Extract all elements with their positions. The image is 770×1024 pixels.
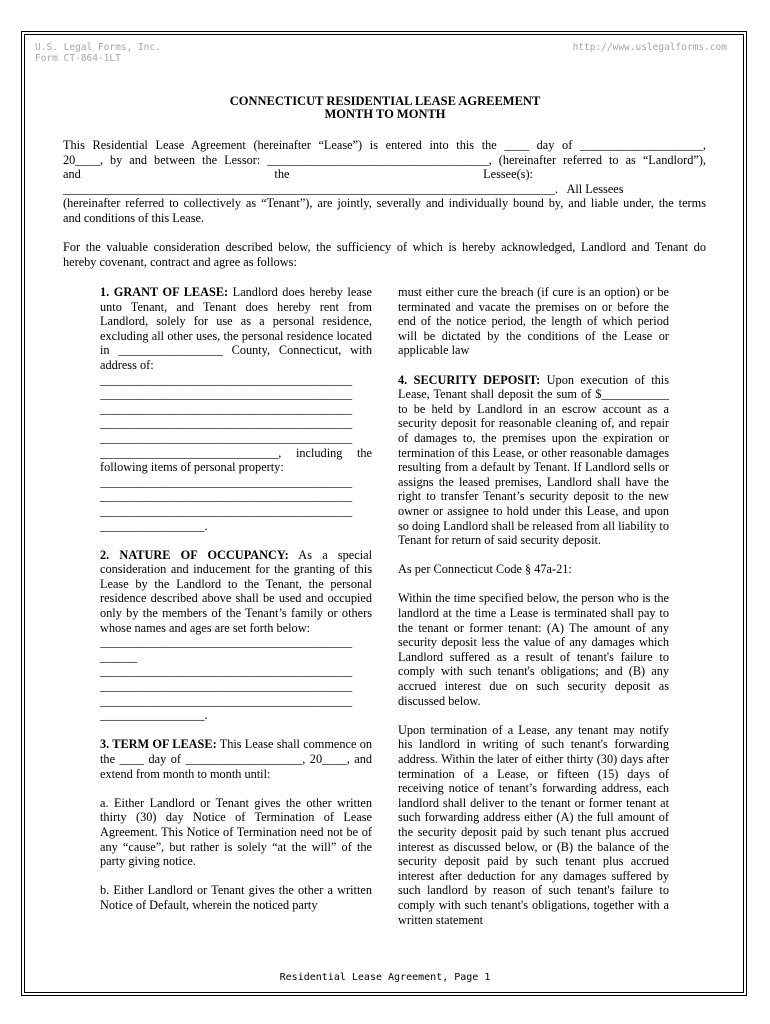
property-blank[interactable]: _________________________________________ (100, 503, 353, 518)
address-blank[interactable]: _________________________________________ (100, 401, 353, 416)
company-name: U.S. Legal Forms, Inc. (35, 42, 161, 53)
title-line-1: CONNECTICUT RESIDENTIAL LEASE AGREEMENT (229, 94, 541, 108)
default-continued-text: must either cure the breach (if cure is an option) or be terminated and vacate the premises on or before the end of the notice period, the length of which period will be dictated by the conditions of the Lease or applicable law (398, 285, 669, 358)
occupant-blank[interactable]: ______ (100, 649, 137, 664)
grant-text: Landlord does hereby lease unto Tenant, and Tenant does hereby rent from Landlord, solely for use as a personal residence, excluding all other uses, the personal residence located in _________________ County, Connecticut, with address of: (100, 285, 372, 372)
consideration-line: hereby covenant, contract and agree as follows: (63, 254, 297, 269)
consideration-line: For the valuable consideration described below, the sufficiency of which is hereby acknowledged, Landlord and Tenant do (63, 240, 706, 254)
property-blank[interactable]: _________________________________________ (100, 474, 353, 489)
term-heading: 3. TERM OF LEASE: (100, 737, 217, 752)
occupant-blank[interactable]: _________________________________________ (100, 693, 353, 708)
nature-of-occupancy (100, 548, 372, 636)
deposit-text: Upon execution of this Lease, Tenant shall deposit the sum of $___________ to be held by Landlord in an escrow account as a security deposit for reasonable cleaning of, and repair of damages to, the premises upon the expiration or termination of this Lease, or other reasonable damages resulting from a default by Tenant. If Landlord sells or assigns the leased premises, Landlord shall have the right to transfer Tenant’s security deposit to the new owner or assignee to hold under this Lease, and upon so doing Landlord shall be released from all liability to Tenant for return of said security deposit. (398, 372, 669, 548)
right-column (398, 285, 669, 927)
left-column (100, 285, 372, 913)
upon-termination-text: Upon termination of a Lease, any tenant may notify his landlord in writing of such tenant's forwarding address. Within the later of either thirty (30) days after termination of a Lease, or fifteen (15) days of receiving notice of tenant’s forwarding address, each landlord shall deliver to the tenant or former tenant at such forwarding address either (A) the full amount of the security deposit paid by such tenant plus accrued interest as discussed below, or (B) the balance of the security deposit paid by such tenant plus accrued interest after deduction for any damages suffered by such landlord by reason of such tenant's failure to comply with such tenant's obligations, together with a written statement (398, 722, 669, 927)
intro-line: and the Lessee(s): (63, 167, 533, 182)
personal-property-text: _____________________________, including the following items of personal property: (100, 445, 372, 475)
intro-line: ________________________________________________________________________________. All Lessees (63, 181, 624, 196)
occupant-blank[interactable]: _________________________________________ (100, 679, 353, 694)
title-line-2: MONTH TO MONTH (324, 107, 446, 121)
occupancy-heading: 2. NATURE OF OCCUPANCY: (100, 547, 289, 562)
header-url[interactable]: http://www.uslegalforms.com (572, 42, 727, 53)
property-blank[interactable]: _________________. (100, 518, 208, 533)
intro-line: and conditions of this Lease. (63, 210, 205, 225)
term-of-lease (100, 737, 372, 781)
address-blank[interactable]: _________________________________________ (100, 416, 353, 431)
address-blank[interactable]: _________________________________________ (100, 372, 353, 387)
occupant-blank[interactable]: _________________________________________ (100, 635, 353, 650)
page-footer: Residential Lease Agreement, Page 1 (279, 972, 491, 983)
address-blank[interactable]: _________________________________________ (100, 430, 353, 445)
address-blank[interactable]: _________________________________________ (100, 387, 353, 402)
intro-line: 20____, by and between the Lessor: ____________________________________, (hereinafter referred to as “Landlord”), (63, 152, 706, 167)
grant-heading: 1. GRANT OF LEASE: (100, 285, 229, 299)
grant-of-lease (100, 285, 372, 373)
term-option-a: a. Either Landlord or Tenant gives the other written thirty (30) day Notice of Termination of Lease Agreement. This Notice of Termination need not be of any “cause”, but rather is solely “at the will” of the party giving notice. (100, 795, 372, 869)
within-time-text: Within the time specified below, the person who is the landlord at the time a Lease is terminated shall pay to the tenant or former tenant: (A) The amount of any security deposit less the value of any damages which Landlord suffered as a result of tenant's failure to comply with such tenant's obligations; and (B) any accrued interest due on such security deposit as discussed below. (398, 591, 669, 708)
document-title (0, 95, 770, 121)
term-option-b: b. Either Landlord or Tenant gives the other a written Notice of Default, wherein the noticed party (100, 883, 372, 912)
form-number: Form CT-864-1LT (35, 53, 121, 64)
occupancy-text: As a special consideration and inducement for the granting of this Lease by the Landlord to the Tenant, the personal residence described above shall be used and occupied only by the members of the Tenant’s family or others whose names and ages are set forth below: (100, 547, 372, 635)
header-left (35, 42, 161, 64)
security-deposit (398, 373, 669, 548)
ct-code-reference: As per Connecticut Code § 47a-21: (398, 562, 572, 577)
consideration-paragraph (63, 240, 706, 269)
property-blank[interactable]: _________________________________________ (100, 489, 353, 504)
intro-line: (hereinafter referred to collectively as “Tenant”), are jointly, severally and individually bound by, and liable under, the terms (63, 196, 706, 211)
intro-paragraph (63, 138, 706, 226)
deposit-heading: 4. SECURITY DEPOSIT: (398, 372, 541, 387)
term-text: This Lease shall commence on the ____ day of ___________________, 20____, and extend from month to month until: (100, 737, 372, 781)
occupant-blank[interactable]: _________________. (100, 708, 208, 723)
intro-line: This Residential Lease Agreement (hereinafter “Lease”) is entered into this the ____ day of ____________________, (63, 138, 706, 152)
occupant-blank[interactable]: _________________________________________ (100, 664, 353, 679)
